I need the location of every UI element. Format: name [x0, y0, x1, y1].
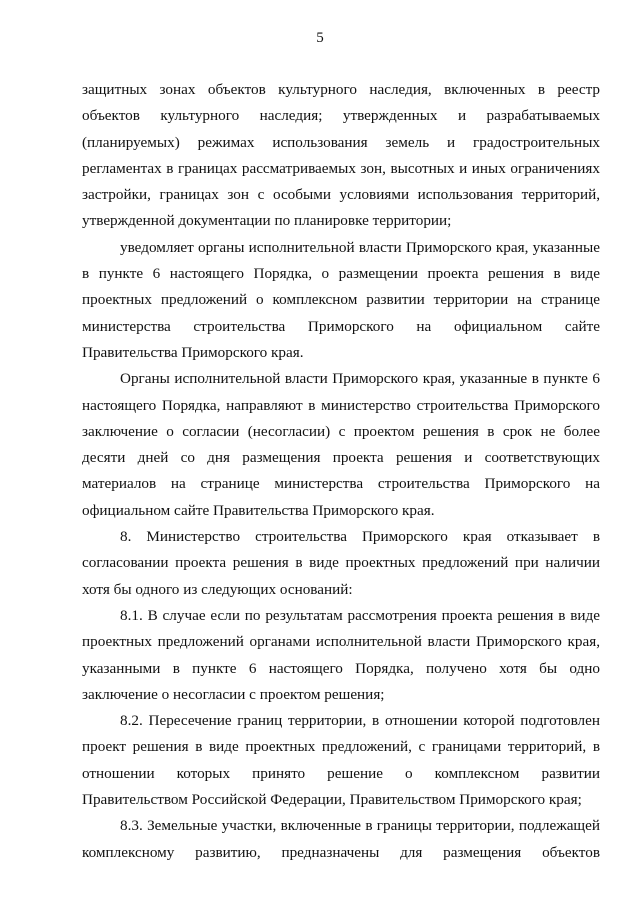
paragraph-item-8-1: 8.1. В случае если по результатам рассмотрения проекта решения в виде проектных предложений органами исполнительной власти Приморского края, указанными в пункте 6 настоящего Порядка, получено хотя бы одно заключение о несогласии с проектом решения; — [82, 606, 600, 703]
paragraph-continuation: защитных зонах объектов культурного наследия, включенных в реестр объектов культурного наследия; утвержденных и разрабатываемых (планируемых) режимах использования земель и градостроительных регламентах в границах рассматриваемых зон, высотных и иных ограничениях застройки, границах зон с особыми условиями использования территорий, утвержденной документации по планировке территории; — [82, 81, 600, 230]
page-number: 5 — [316, 30, 324, 46]
paragraph-item-8-3: 8.3. Земельные участки, включенные в границы территории, подлежащей комплексному развитию, предназначены для размещения объектов — [82, 817, 600, 861]
paragraph-item-8-2: 8.2. Пересечение границ территории, в отношении которой подготовлен проект решения в виде проектных предложений, с границами территорий, в отношении которых принято решение о комплексном развитии Правительством Российской Федерации, Правительством Приморского края; — [82, 712, 600, 809]
document-body — [82, 77, 600, 866]
paragraph-notification: уведомляет органы исполнительной власти Приморского края, указанные в пункте 6 настоящего Порядка, о размещении проекта решения в виде проектных предложений о комплексном развитии территории на странице министерства строительства Приморского на официальном сайте Правительства Приморского края. — [82, 238, 600, 361]
paragraph-executive-bodies: Органы исполнительной власти Приморского края, указанные в пункте 6 настоящего Порядка, направляют в министерство строительства Приморского заключение о согласии (несогласии) с проектом решения в срок не более десяти дней со дня размещения проекта решения и соответствующих материалов на странице министерства строительства Приморского на официальном сайте Правительства Приморского края. — [82, 370, 600, 519]
paragraph-item-8: 8. Министерство строительства Приморского края отказывает в согласовании проекта решения в виде проектных предложений при наличии хотя бы одного из следующих оснований: — [82, 528, 600, 598]
